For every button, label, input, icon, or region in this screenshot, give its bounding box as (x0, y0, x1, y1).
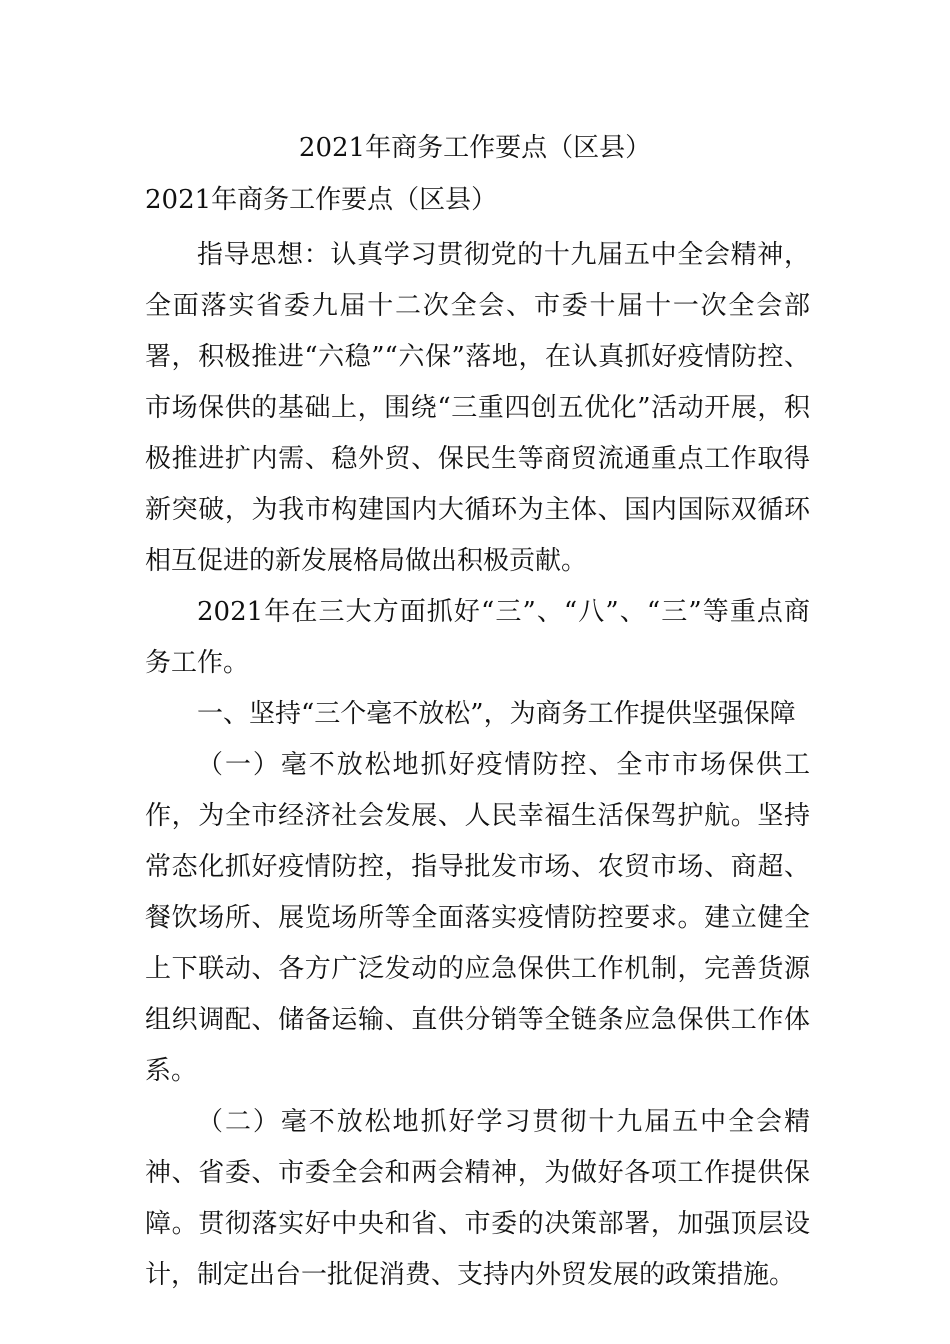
paragraph-item-one: （一）毫不放松地抓好疫情防控、全市市场保供工作，为全市经济社会发展、人民幸福生活保驾护航。坚持常态化抓好疫情防控，指导批发市场、农贸市场、商超、餐饮场所、展览场所等全面落实疫情防控要求。建立健全上下联动、各方广泛发动的应急保供工作机制，完善货源组织调配、储备运输、直供分销等全链条应急保供工作体系。 (145, 750, 810, 1086)
section-heading-one: 一、坚持“三个毫不放松”，为商务工作提供坚强保障 (197, 699, 796, 729)
document-title: 2021年商务工作要点（区县） (298, 133, 652, 163)
document-body (145, 230, 810, 1301)
paragraph-guiding-thought: 指导思想：认真学习贯彻党的十九届五中全会精神，全面落实省委九届十二次全会、市委十届十一次全会部署，积极推进“六稳”“六保”落地，在认真抓好疫情防控、市场保供的基础上，围绕“三重四创五优化”活动开展，积极推进扩内需、稳外贸、保民生等商贸流通重点工作取得新突破，为我市构建国内大循环为主体、国内国际双循环相互促进的新发展格局做出积极贡献。 (145, 240, 810, 576)
document-subtitle: 2021年商务工作要点（区县） (145, 185, 498, 215)
paragraph-item-two: （二）毫不放松地抓好学习贯彻十九届五中全会精神、省委、市委全会和两会精神，为做好各项工作提供保障。贯彻落实好中央和省、市委的决策部署，加强顶层设计，制定出台一批促消费、支持内外贸发展的政策措施。 (145, 1107, 810, 1290)
paragraph-overview: 2021年在三大方面抓好“三”、“八”、“三”等重点商务工作。 (145, 597, 810, 678)
